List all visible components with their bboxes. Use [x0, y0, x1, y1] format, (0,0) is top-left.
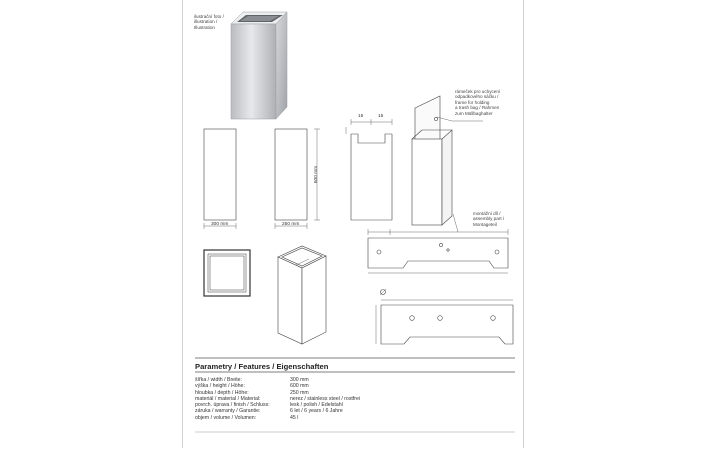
parameter-label: povrch. úprava / finish / Schluss: — [195, 402, 270, 408]
frame-callout — [455, 89, 500, 116]
parameter-label: hloubka / depth / Höhe: — [195, 389, 249, 396]
width-dimension: 300 mm — [211, 222, 229, 227]
photo-caption — [194, 14, 224, 30]
parameter-label: materiál / material / Material: — [195, 395, 261, 402]
parameter-label: výška / height / Höhe: — [195, 383, 245, 390]
frame-callout-line: odpadkového sáčku / — [455, 94, 499, 100]
photo-caption-line: ilustrační foto / — [194, 14, 224, 19]
dimension-15-left: 15 — [358, 114, 364, 119]
mounting-part-profile — [376, 289, 513, 344]
top-view — [204, 250, 250, 296]
isometric-view — [278, 246, 326, 344]
depth-dimension: 250 mm — [282, 222, 300, 227]
frame-callout-line: a trash bag / Rahmen — [455, 105, 500, 111]
dimension-15-right: 15 — [378, 114, 384, 119]
assembly-callout-line: montážní díl / — [473, 211, 501, 216]
frame-callout-line: zum Müllbaghalter — [455, 110, 493, 116]
parameter-label: objem / volume / Volumen: — [195, 414, 257, 421]
assembly-callout-line: assembly part / — [473, 216, 505, 222]
product-photo — [231, 12, 287, 119]
assembly-callout — [473, 211, 504, 227]
parameter-value: 600 mm — [290, 383, 309, 390]
height-dimension: 600 mm — [314, 165, 320, 184]
section-view — [346, 119, 392, 220]
photo-caption-line: Illustration — [194, 24, 215, 30]
parameter-value: 300 mm — [290, 377, 309, 383]
parameter-label: šířka / width / Breite: — [195, 377, 242, 383]
frame-callout-line: rámeček pro uchycení — [455, 89, 501, 94]
assembly-callout-line: Montageteil — [473, 221, 497, 227]
front-view — [204, 129, 236, 229]
parameter-value: 6 let / 6 years / 6 Jahre — [290, 408, 343, 415]
parameter-value: 45 l — [290, 414, 299, 421]
photo-caption-line: illustration / — [194, 19, 218, 25]
parameters-title: Parametry / Features / Eigenschaften — [195, 362, 329, 371]
parameter-value: lesk / polish / Edelstahl — [290, 402, 343, 408]
frame-callout-line: frame for holding — [455, 99, 490, 105]
parameter-value: nerez / stainless steel / rostfrei — [290, 395, 361, 402]
parameter-label: záruka / warranty / Garantie: — [195, 408, 261, 415]
parameter-value: 250 mm — [290, 389, 309, 396]
